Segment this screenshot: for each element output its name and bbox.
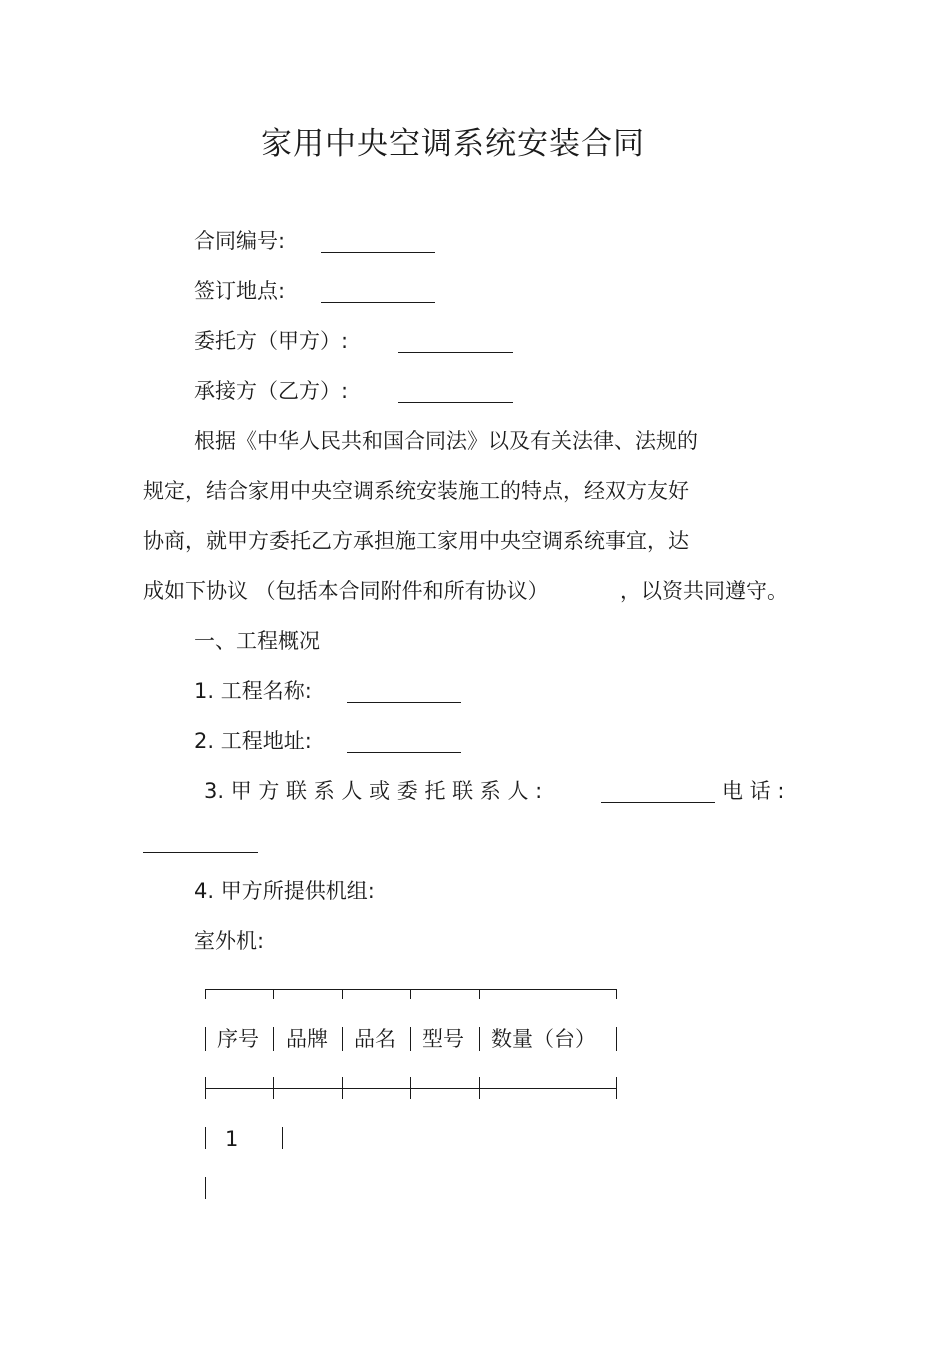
field-label: 签订地点:	[194, 279, 286, 303]
preamble-line-4a: 成如下协议 （包括本合同附件和所有协议）	[143, 579, 549, 603]
item-project-name: 1. 工程名称:	[194, 679, 312, 703]
item-units-provided: 4. 甲方所提供机组:	[194, 879, 375, 903]
table-tick	[205, 989, 206, 999]
phone-blank	[143, 830, 258, 853]
table-separator	[410, 1027, 411, 1051]
field-party-a	[194, 326, 348, 356]
table-separator	[273, 1027, 274, 1051]
table-header-cell: 品名	[354, 1027, 396, 1051]
table-tick	[410, 989, 411, 999]
preamble-line-1: 根据《中华人民共和国合同法》以及有关法律、法规的	[194, 429, 698, 453]
table-header-cell: 品牌	[286, 1027, 328, 1051]
table-tick	[205, 1077, 206, 1099]
table-header-cell: 数量（台）	[491, 1027, 596, 1051]
preamble-line-3: 协商，就甲方委托乙方承担施工家用中央空调系统事宜，达	[143, 529, 689, 553]
field-label: 委托方（甲方）:	[194, 329, 349, 353]
table-tick	[616, 989, 617, 999]
table-separator	[479, 1027, 480, 1051]
field-label: 合同编号:	[194, 229, 286, 253]
table-tick	[410, 1077, 411, 1099]
field-signing-place	[194, 276, 285, 306]
field-party-b	[194, 376, 348, 406]
preamble-line-4b: ，以资共同遵守。	[620, 579, 788, 603]
table-header-cell: 序号	[217, 1027, 259, 1051]
table-separator	[616, 1027, 617, 1051]
table-tick	[342, 989, 343, 999]
item-contact-person: 3. 甲 方 联 系 人 或 委 托 联 系 人 :	[204, 779, 543, 803]
table-separator	[282, 1127, 283, 1149]
preamble-line-2: 规定，结合家用中央空调系统安装施工的特点，经双方友好	[143, 479, 689, 503]
table-header-cell: 型号	[422, 1027, 464, 1051]
field-contract-number	[194, 226, 285, 256]
item-project-address: 2. 工程地址:	[194, 729, 312, 753]
document-title: 家用中央空调系统安装合同	[261, 126, 645, 162]
item-phone-label: 电 话 :	[722, 779, 785, 803]
table-tick	[479, 989, 480, 999]
table-tick	[342, 1077, 343, 1099]
table-tick	[479, 1077, 480, 1099]
project-address-blank	[347, 730, 461, 753]
signing-place-blank	[321, 280, 435, 303]
table-tick	[273, 989, 274, 999]
contact-person-blank	[601, 780, 715, 803]
table-separator	[205, 1027, 206, 1051]
contract-number-blank	[321, 230, 435, 253]
table-separator	[205, 1127, 206, 1149]
table-tick	[273, 1077, 274, 1099]
table-tick	[616, 1077, 617, 1099]
table-separator	[205, 1177, 206, 1199]
section-heading: 一、工程概况	[194, 629, 320, 653]
table-separator	[342, 1027, 343, 1051]
party-a-blank	[398, 330, 513, 353]
table-row-cell: 1	[225, 1127, 239, 1151]
field-label: 承接方（乙方）:	[194, 379, 349, 403]
outdoor-unit-label: 室外机:	[194, 929, 265, 953]
project-name-blank	[347, 680, 461, 703]
party-b-blank	[398, 380, 513, 403]
